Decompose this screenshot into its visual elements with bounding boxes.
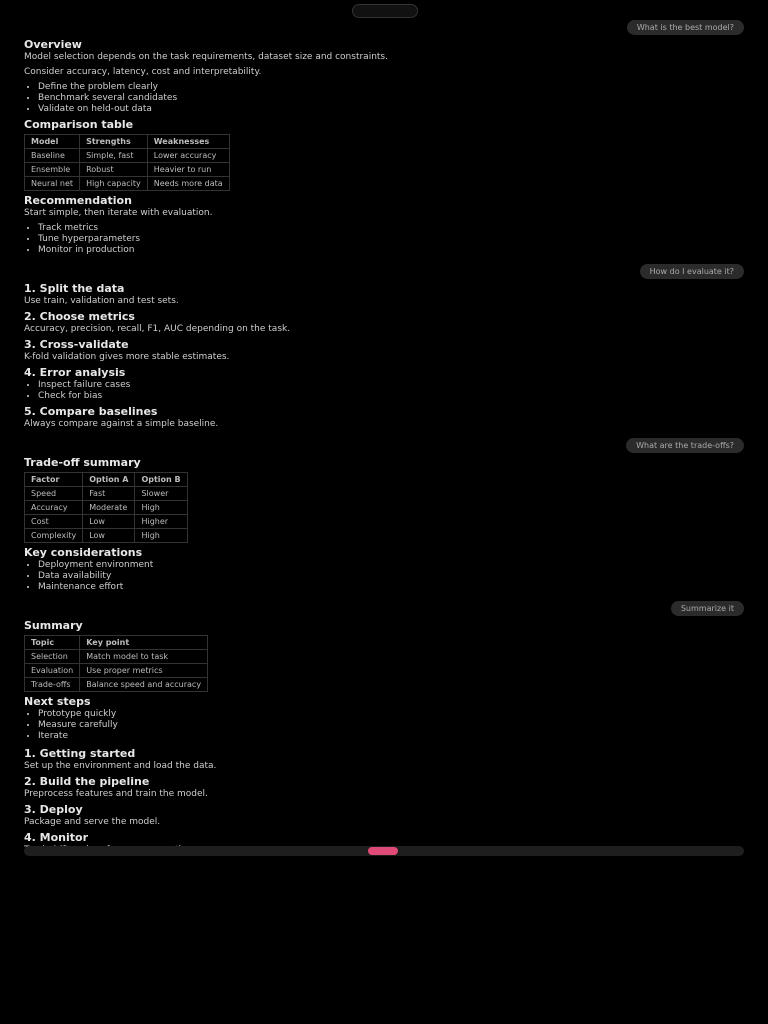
top-indicator[interactable] bbox=[352, 4, 418, 18]
table-row bbox=[25, 163, 230, 177]
table-header-row bbox=[25, 135, 230, 149]
table-cell: High capacity bbox=[80, 177, 148, 191]
paragraph: Preprocess features and train the model. bbox=[24, 789, 208, 799]
list-item: • Benchmark several candidates bbox=[38, 93, 744, 104]
table-cell: Use proper metrics bbox=[80, 664, 208, 678]
user-message-bubble[interactable]: What are the trade-offs? bbox=[626, 438, 744, 453]
paragraph: Start simple, then iterate with evaluation. bbox=[24, 208, 213, 218]
paragraph: Accuracy, precision, recall, F1, AUC depending on the task. bbox=[24, 324, 291, 334]
data-table bbox=[24, 134, 230, 191]
table-row bbox=[25, 678, 208, 692]
section-heading: 2. Choose metrics bbox=[24, 310, 135, 323]
list-item: • Validate on held-out data bbox=[38, 104, 744, 115]
section-heading: 3. Deploy bbox=[24, 803, 83, 816]
section-heading: Comparison table bbox=[24, 118, 134, 131]
message-input-bar[interactable] bbox=[24, 846, 744, 856]
section-heading: 5. Compare baselines bbox=[24, 405, 158, 418]
section-heading: 1. Getting started bbox=[24, 747, 136, 760]
table-header-cell: Weaknesses bbox=[147, 135, 229, 149]
section-heading: 4. Monitor bbox=[24, 831, 89, 844]
table-cell: Evaluation bbox=[25, 664, 80, 678]
table-row bbox=[25, 650, 208, 664]
assistant-message bbox=[24, 457, 744, 593]
section-heading: 2. Build the pipeline bbox=[24, 775, 150, 788]
paragraph: Model selection depends on the task requirements, dataset size and constraints. bbox=[24, 52, 388, 62]
table-cell: Fast bbox=[83, 487, 135, 501]
paragraph: Use train, validation and test sets. bbox=[24, 296, 179, 306]
table-cell: Cost bbox=[25, 515, 83, 529]
bullet-list bbox=[38, 709, 744, 742]
table-row bbox=[25, 487, 188, 501]
table-header-cell: Key point bbox=[80, 636, 208, 650]
list-item: • Define the problem clearly bbox=[38, 82, 744, 93]
table-header-cell: Model bbox=[25, 135, 80, 149]
bullet-list bbox=[38, 82, 744, 115]
paragraph: Consider accuracy, latency, cost and interpretability. bbox=[24, 67, 262, 77]
table-row bbox=[25, 529, 188, 543]
list-item: • Track metrics bbox=[38, 223, 744, 234]
table-cell: Neural net bbox=[25, 177, 80, 191]
table-cell: Complexity bbox=[25, 529, 83, 543]
list-item: • Iterate bbox=[38, 731, 744, 742]
conversation bbox=[24, 18, 744, 1012]
table-header-cell: Topic bbox=[25, 636, 80, 650]
list-item: • Measure carefully bbox=[38, 720, 744, 731]
table-header-cell: Factor bbox=[25, 473, 83, 487]
section-heading: Recommendation bbox=[24, 194, 132, 207]
list-item: • Maintenance effort bbox=[38, 582, 744, 593]
list-item: • Tune hyperparameters bbox=[38, 234, 744, 245]
table-cell: Robust bbox=[80, 163, 148, 177]
user-message-bubble[interactable]: Summarize it bbox=[671, 601, 744, 616]
table-cell: Simple, fast bbox=[80, 149, 148, 163]
paragraph: K-fold validation gives more stable estimates. bbox=[24, 352, 230, 362]
list-item: • Inspect failure cases bbox=[38, 380, 744, 391]
user-message-bubble[interactable]: What is the best model? bbox=[627, 20, 744, 35]
table-cell: Lower accuracy bbox=[147, 149, 229, 163]
section-heading: Summary bbox=[24, 619, 83, 632]
table-cell: Selection bbox=[25, 650, 80, 664]
paragraph: Always compare against a simple baseline. bbox=[24, 419, 219, 429]
table-header-cell: Option A bbox=[83, 473, 135, 487]
section-heading: Next steps bbox=[24, 695, 91, 708]
table-cell: High bbox=[135, 529, 187, 543]
table-header-row bbox=[25, 473, 188, 487]
table-cell: Accuracy bbox=[25, 501, 83, 515]
list-item: • Prototype quickly bbox=[38, 709, 744, 720]
section-heading: Key considerations bbox=[24, 546, 143, 559]
table-cell: Slower bbox=[135, 487, 187, 501]
table-cell: High bbox=[135, 501, 187, 515]
table-header-cell: Option B bbox=[135, 473, 187, 487]
bullet-list bbox=[38, 560, 744, 593]
data-table bbox=[24, 635, 208, 692]
table-row bbox=[25, 149, 230, 163]
user-message-bubble[interactable]: How do I evaluate it? bbox=[640, 264, 744, 279]
input-chip[interactable] bbox=[368, 847, 398, 855]
table-cell: Match model to task bbox=[80, 650, 208, 664]
data-table bbox=[24, 472, 188, 543]
list-item: • Deployment environment bbox=[38, 560, 744, 571]
bullet-list bbox=[38, 223, 744, 256]
table-cell: Higher bbox=[135, 515, 187, 529]
section-heading: 4. Error analysis bbox=[24, 366, 126, 379]
table-cell: Balance speed and accuracy bbox=[80, 678, 208, 692]
table-row bbox=[25, 515, 188, 529]
table-cell: Ensemble bbox=[25, 163, 80, 177]
list-item: • Monitor in production bbox=[38, 245, 744, 256]
table-cell: Low bbox=[83, 529, 135, 543]
assistant-message bbox=[24, 39, 744, 256]
table-row bbox=[25, 177, 230, 191]
assistant-message bbox=[24, 748, 744, 856]
table-cell: Low bbox=[83, 515, 135, 529]
table-cell: Needs more data bbox=[147, 177, 229, 191]
list-item: • Check for bias bbox=[38, 391, 744, 402]
assistant-message bbox=[24, 620, 744, 742]
section-heading: Overview bbox=[24, 38, 82, 51]
table-cell: Trade-offs bbox=[25, 678, 80, 692]
table-cell: Heavier to run bbox=[147, 163, 229, 177]
table-row bbox=[25, 501, 188, 515]
table-header-row bbox=[25, 636, 208, 650]
table-cell: Speed bbox=[25, 487, 83, 501]
bullet-list bbox=[38, 380, 744, 402]
paragraph: Package and serve the model. bbox=[24, 817, 161, 827]
table-row bbox=[25, 664, 208, 678]
table-cell: Baseline bbox=[25, 149, 80, 163]
section-heading: Trade-off summary bbox=[24, 456, 141, 469]
assistant-message bbox=[24, 283, 744, 430]
table-cell: Moderate bbox=[83, 501, 135, 515]
list-item: • Data availability bbox=[38, 571, 744, 582]
section-heading: 1. Split the data bbox=[24, 282, 125, 295]
table-header-cell: Strengths bbox=[80, 135, 148, 149]
paragraph: Set up the environment and load the data. bbox=[24, 761, 217, 771]
section-heading: 3. Cross-validate bbox=[24, 338, 129, 351]
